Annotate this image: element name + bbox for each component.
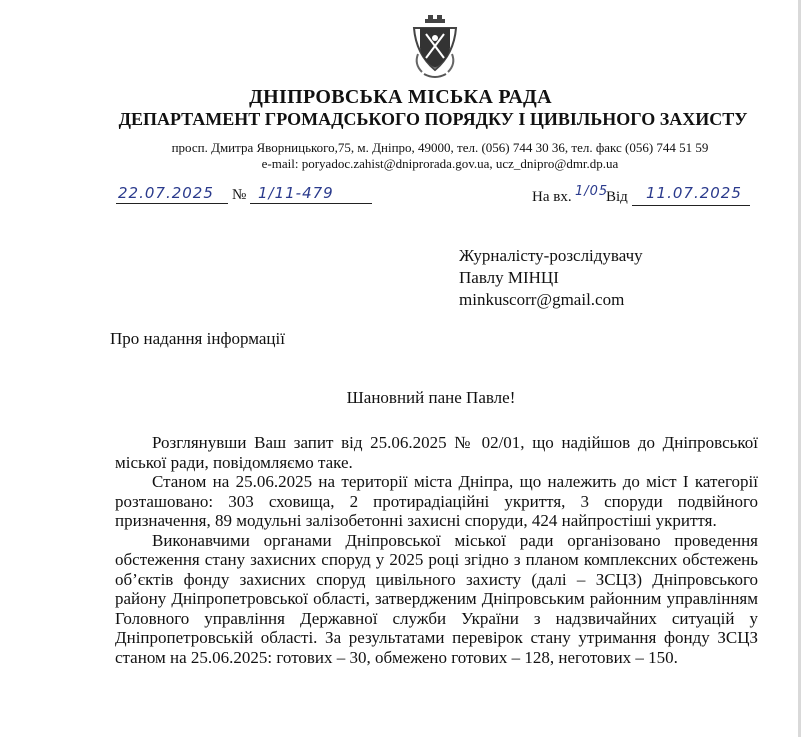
recipient-email: minkuscorr@gmail.com (459, 290, 625, 309)
number-label: № (232, 187, 247, 203)
outgoing-date: 22.07.2025 (118, 184, 214, 202)
email-line: e-mail: poryadoc.zahist@dniprorada.gov.ua, ucz_dnipro@dmr.dp.ua (261, 156, 619, 171)
body-paragraph: Станом на 25.06.2025 на території міста Дніпра, що належить до міст I категорії розташовано: 303 сховища, 2 протирадіаційні укриття, 3 споруди подвійного призначення, 89 модульні залізобетонні захисні споруди, 424 найпростіші укриття. (115, 472, 758, 530)
org-name: ДНІПРОВСЬКА МІСЬКА РАДА (249, 86, 552, 108)
coat-of-arms-icon (412, 14, 458, 82)
from-label: Від (606, 189, 628, 205)
date-underline (116, 203, 228, 204)
incoming-number: 1/05 (575, 184, 609, 199)
department-name: ДЕПАРТАМЕНТ ГРОМАДСЬКОГО ПОРЯДКУ І ЦИВІЛЬНОГО ЗАХИСТУ (118, 109, 748, 129)
outgoing-number: 1/11-479 (258, 184, 334, 202)
address-line: просп. Дмитра Яворницького,75, м. Дніпро, 49000, тел. (056) 744 30 36, тел. факс (056) 744 51 59 (171, 140, 709, 155)
recipient-title: Журналісту-розслідувачу (459, 246, 643, 265)
letter-body (115, 433, 758, 667)
recipient-block (459, 245, 643, 311)
contact-block (0, 140, 801, 172)
body-paragraph: Виконавчими органами Дніпровської міської ради організовано проведення обстеження стану захисних споруд у 2025 році згідно з планом комплексних обстежень об’єктів фонду захисних споруд цивільного захисту (далі – ЗСЦЗ) Дніпровського району Дніпропетровської області, затвердженим Дніпровським районним управлінням Головного управління Державної служби України з надзвичайних ситуацій у Дніпропетровській області. За результатами перевірок стану утримання фонду ЗСЦЗ станом на 25.06.2025: готових – 30, обмежено готових – 128, неготових – 150. (115, 530, 758, 667)
number-underline (250, 203, 372, 204)
incoming-label: На вх. (532, 189, 572, 205)
letter-subject: Про надання інформації (110, 329, 285, 348)
incoming-date: 11.07.2025 (646, 184, 742, 202)
recipient-name: Павлу МІНЦІ (459, 268, 559, 287)
body-paragraph: Розглянувши Ваш запит від 25.06.2025 № 02/01, що надійшов до Дніпровської міської ради, повідомляємо таке. (115, 433, 758, 472)
letter-greeting: Шановний пане Павле! (346, 388, 516, 407)
incoming-date-underline (632, 205, 750, 206)
